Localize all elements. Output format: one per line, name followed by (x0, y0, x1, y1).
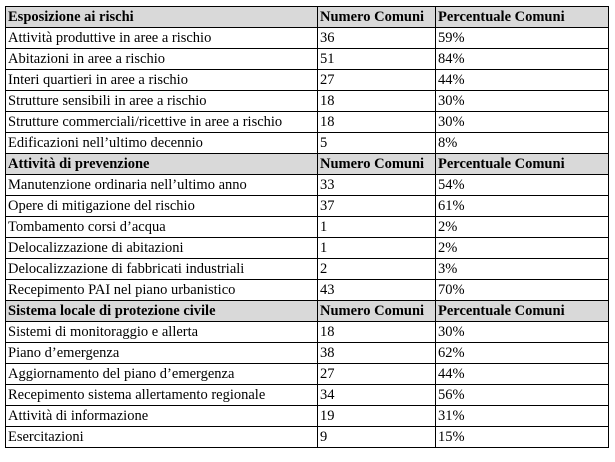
row-count: 18 (318, 322, 436, 343)
row-percent: 2% (436, 217, 609, 238)
table-row (6, 133, 609, 154)
row-label: Interi quartieri in aree a rischio (6, 70, 318, 91)
row-percent: 8% (436, 133, 609, 154)
row-label: Sistemi di monitoraggio e allerta (6, 322, 318, 343)
table-row (6, 406, 609, 427)
row-percent: 30% (436, 322, 609, 343)
row-percent: 30% (436, 112, 609, 133)
row-label: Delocalizzazione di fabbricati industriali (6, 259, 318, 280)
row-label: Piano d’emergenza (6, 343, 318, 364)
row-percent: 54% (436, 175, 609, 196)
table-row (6, 112, 609, 133)
row-percent: 44% (436, 70, 609, 91)
table-row (6, 364, 609, 385)
row-count: 1 (318, 238, 436, 259)
row-count: 51 (318, 49, 436, 70)
column-header-count: Numero Comuni (318, 301, 436, 322)
row-percent: 31% (436, 406, 609, 427)
row-count: 37 (318, 196, 436, 217)
row-label: Recepimento sistema allertamento regionale (6, 385, 318, 406)
row-count: 27 (318, 364, 436, 385)
column-header-percent: Percentuale Comuni (436, 154, 609, 175)
row-percent: 62% (436, 343, 609, 364)
table-row (6, 322, 609, 343)
row-label: Edificazioni nell’ultimo decennio (6, 133, 318, 154)
row-percent: 44% (436, 364, 609, 385)
row-percent: 61% (436, 196, 609, 217)
section-header-row (6, 154, 609, 175)
column-header-count: Numero Comuni (318, 154, 436, 175)
row-label: Strutture sensibili in aree a rischio (6, 91, 318, 112)
section-title: Sistema locale di protezione civile (6, 301, 318, 322)
row-percent: 59% (436, 28, 609, 49)
row-percent: 15% (436, 427, 609, 448)
section-header-row (6, 301, 609, 322)
row-label: Abitazioni in aree a rischio (6, 49, 318, 70)
row-count: 2 (318, 259, 436, 280)
table-row (6, 427, 609, 448)
row-count: 27 (318, 70, 436, 91)
row-count: 18 (318, 112, 436, 133)
row-count: 43 (318, 280, 436, 301)
row-percent: 2% (436, 238, 609, 259)
table-row (6, 196, 609, 217)
row-label: Delocalizzazione di abitazioni (6, 238, 318, 259)
table-row (6, 49, 609, 70)
row-percent: 3% (436, 259, 609, 280)
data-table (5, 6, 609, 448)
row-percent: 70% (436, 280, 609, 301)
row-label: Attività produttive in aree a rischio (6, 28, 318, 49)
table-row (6, 91, 609, 112)
row-label: Tombamento corsi d’acqua (6, 217, 318, 238)
row-count: 38 (318, 343, 436, 364)
row-percent: 56% (436, 385, 609, 406)
row-label: Strutture commerciali/ricettive in aree a rischio (6, 112, 318, 133)
table-row (6, 238, 609, 259)
row-label: Attività di informazione (6, 406, 318, 427)
row-percent: 30% (436, 91, 609, 112)
table-row (6, 385, 609, 406)
section-title: Attività di prevenzione (6, 154, 318, 175)
row-percent: 84% (436, 49, 609, 70)
table-row (6, 280, 609, 301)
table-row (6, 343, 609, 364)
row-count: 19 (318, 406, 436, 427)
section-header-row (6, 7, 609, 28)
section-title: Esposizione ai rischi (6, 7, 318, 28)
row-label: Opere di mitigazione del rischio (6, 196, 318, 217)
table-row (6, 70, 609, 91)
row-count: 9 (318, 427, 436, 448)
row-label: Manutenzione ordinaria nell’ultimo anno (6, 175, 318, 196)
table-row (6, 259, 609, 280)
row-count: 1 (318, 217, 436, 238)
row-label: Recepimento PAI nel piano urbanistico (6, 280, 318, 301)
table-row (6, 28, 609, 49)
row-label: Aggiornamento del piano d’emergenza (6, 364, 318, 385)
row-count: 34 (318, 385, 436, 406)
column-header-percent: Percentuale Comuni (436, 7, 609, 28)
table-row (6, 217, 609, 238)
row-count: 18 (318, 91, 436, 112)
row-count: 36 (318, 28, 436, 49)
table-row (6, 175, 609, 196)
column-header-percent: Percentuale Comuni (436, 301, 609, 322)
column-header-count: Numero Comuni (318, 7, 436, 28)
table-body (6, 7, 609, 448)
row-count: 33 (318, 175, 436, 196)
row-label: Esercitazioni (6, 427, 318, 448)
row-count: 5 (318, 133, 436, 154)
